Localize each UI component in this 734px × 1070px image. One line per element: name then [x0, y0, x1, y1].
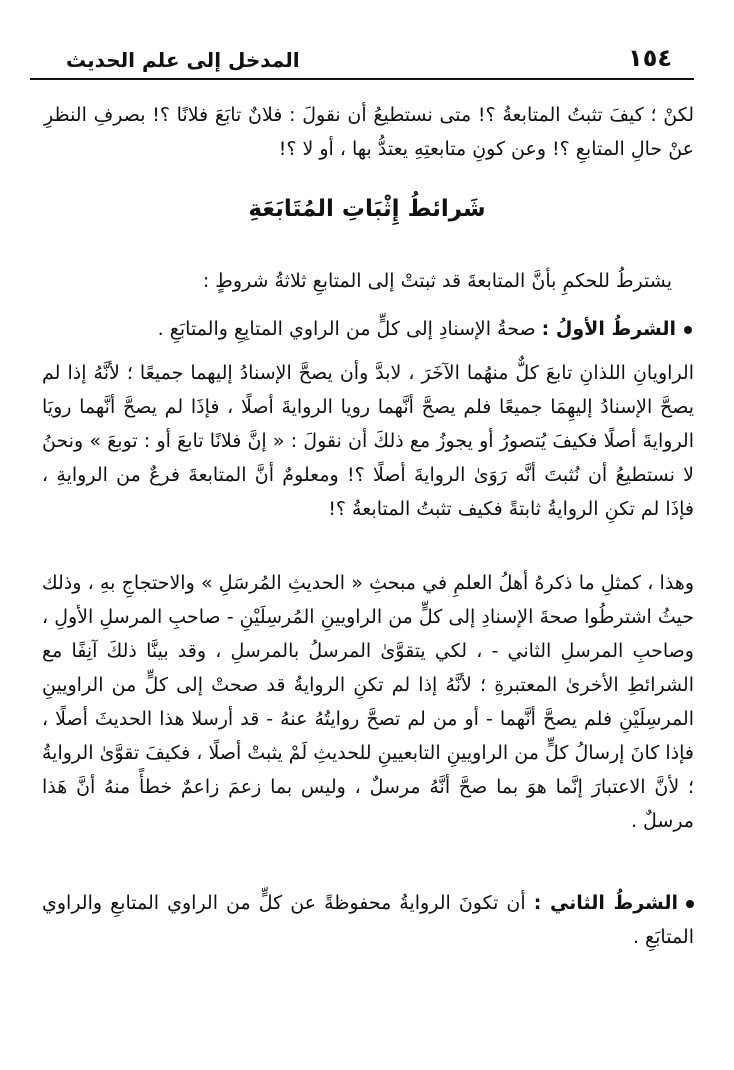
condition-2	[42, 886, 694, 954]
page-number: ١٥٤	[628, 44, 672, 72]
mursal-paragraph: وهذا ، كمثلِ ما ذكرهُ أهلُ العلمِ في مبحثِ « الحديثِ المُرسَلِ » والاحتجاجِ بهِ ، وذلك حيثُ اشترطُوا صحةَ الإسنادِ إلى كلٍّ من الراويينِ المُرسِلَيْنِ - صاحبِ المرسلِ الأولِ ، وصاحبِ المرسلِ الثاني - ، لكي يتقوَّىٰ المرسلُ بالمرسلِ ، وقد بينَّا ذلكَ آنِفًا مع الشرائطِ الأخرىٰ المعتبرةِ ؛ لأنَّهُ إذا لم تكنِ الروايةُ قد صحتْ إلى كلٍّ من الراويينِ المرسِلَيْنِ فلم يصحَّ أنَّهما - أو من لم تصحَّ روايتُهُ عنهُ - قد أرسلا هذا الحديثَ أصلًا ، فإذا كانَ إرسالُ كلٍّ من الراويينِ التابعيينِ للحديثِ لَمْ يثبتْ أصلًا ، فكيفَ تقوَّىٰ الروايةُ ؛ لأنَّ الاعتبارَ إنَّما هوَ بما صحَّ أنَّهُ مرسلٌ ، وليس بما زعمَ زاعمٌ خطأً منهُ أنَّ هَذا مرسلٌ .	[42, 572, 694, 832]
condition-1-explanation: الراويانِ اللذانِ تابعَ كلٌّ منهُما الآخَرَ ، لابدَّ وأن يصحَّ الإسنادُ إليهما جميعًا ؛ لأنَّهُ إذا لم يصحَّ الإسنادُ إليهِمَا جميعًا فلم يصحَّ أنَّهما رويا الروايةَ أصلًا ، فإذَا لم يصحَّ أنَّهما رويَا الروايةَ أصلًا فكيفَ يُتصورُ أو يجوزُ مع ذلكَ أن نقولَ : « إنَّ فلانًا تابعَ أو : توبعَ » ونحنُ لا نستطيعُ أن نُثبتَ أنَّه رَوَىٰ الروايةَ أصلًا ؟! ومعلومٌ أنَّ المتابعةَ فرعٌ من الروايةِ ، فإذَا لم تكنِ الروايةُ ثابتةً فكيف تثبتُ المتابعةُ ؟!	[42, 362, 694, 520]
condition-2-text: أن تكونَ الروايةُ محفوظةً عن كلٍّ من الراوي المتابعِ والراوي المتابَعِ .	[42, 892, 694, 948]
page-header	[56, 40, 690, 80]
header-divider	[30, 78, 694, 80]
intro-paragraph: لكنْ ؛ كيفَ تثبتُ المتابعةُ ؟! متى نستطيعُ أن نقولَ : فلانٌ تابَعَ فلانًا ؟! بصرفِ النظرِ عنْ حالِ المتابعِ ؟! وعن كونِ متابعتِهِ يعتدُّ بها ، أو لا ؟!	[44, 104, 694, 160]
condition-1-text: صحةُ الإسنادِ إلى كلٍّ من الراوي المتابِعِ والمتابَعِ .	[157, 318, 536, 340]
condition-2-label: الشرطُ الثاني :	[533, 892, 678, 914]
bullet-icon	[684, 326, 692, 334]
condition-1	[42, 312, 692, 346]
section-title: شَرائطُ إِثْبَاتِ المُتَابَعَةِ	[248, 196, 486, 222]
conditions-intro: يشترطُ للحكمِ بأنَّ المتابعةَ قد ثبتتْ إلى المتابعِ ثلاثةُ شروطٍ :	[202, 270, 672, 292]
condition-1-label: الشرطُ الأولُ :	[541, 318, 676, 340]
running-title: المدخل إلى علم الحديث	[66, 48, 300, 72]
bullet-icon	[686, 900, 694, 908]
